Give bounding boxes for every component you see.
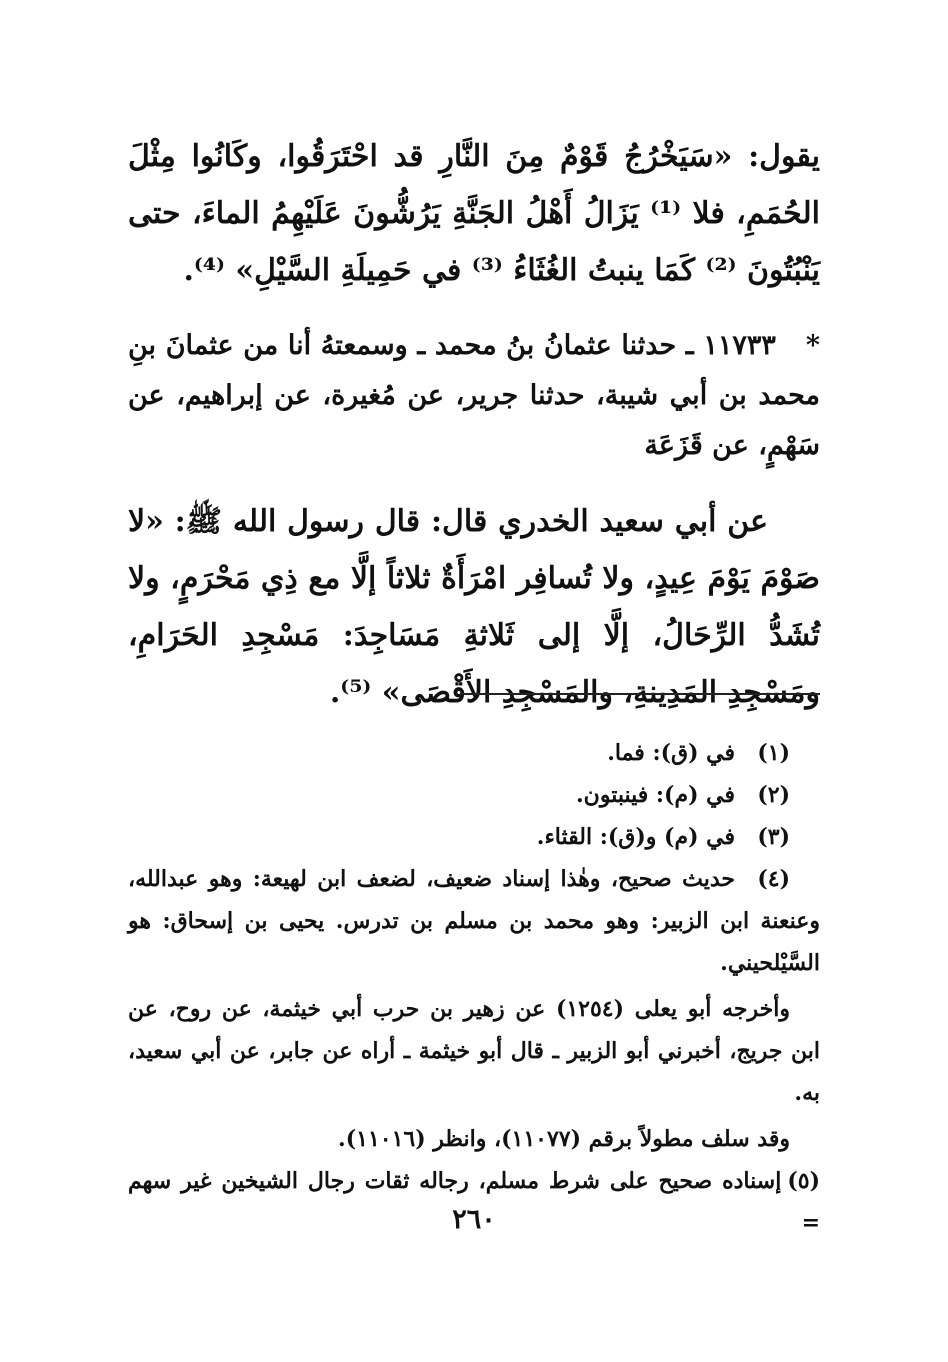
footnote-4-paragraph-3: وقد سلف مطولاً برقم (١١٠٧٧)، وانظر (١١٠١٦). [338,1126,790,1152]
footnotes [128,732,820,1244]
footnote-separator [460,693,820,695]
asterisk-marker: * [805,330,820,361]
paragraph-isnad [128,321,820,471]
isnad-text: ١١٧٣٣ ـ حدثنا عثمانُ بنُ محمد ـ وسمعتهُ أنا من عثمانَ بنِ محمد بن أبي شيبة، حدثنا جرير، عن مُغيرة، عن إبراهيم، عن سَهْمٍ، عن قَزَعَة [128,330,820,461]
page-number: ٢٦٠ [452,1204,496,1235]
paragraph-hadith-text-2: عن أبي سعيد الخدري قال: قال رسول الله ﷺ: «لا صَوْمَ يَوْمَ عِيدٍ، ولا تُسافِر امْرَأَةٌ ثلاثاً إلَّا مع ذِي مَحْرَمٍ، ولا تُشَدُّ الرِّحَالُ، إلَّا إلى ثَلاثةِ مَسَاجِدَ: مَسْجِدِ الحَرَامِ، ومَسْجِدِ المَدِينةِ، والمَسْجِدِ الأَقْصَى» ⁽⁵⁾. [128,504,820,710]
footnote-5-number: (٥) [787,1168,820,1194]
footnote-5-text: إسناده صحيح على شرط مسلم، رجاله ثقات رجال الشيخين غير سهم = [128,1168,820,1236]
footnote-3-number: (٣) [757,824,790,850]
footnote-2-number: (٢) [757,782,790,808]
footnote-2-text: في (م): فينبتون. [576,782,735,808]
main-text [128,128,820,721]
footnote-3-text: في (م) و(ق): القثاء. [536,824,735,850]
footnote-1-text: في (ق): فما. [607,740,735,766]
footnote-4-paragraph-2: وأخرجه أبو يعلى (١٢٥٤) عن زهير بن حرب أبي خيثمة، عن روح، عن ابن جريج، أخبرني أبو الزبير ـ قال أبو خيثمة ـ أراه عن جابر، عن أبي سعيد، به. [128,996,820,1106]
footnote-3 [128,816,820,858]
footnote-4-text: حديث صحيح، وهٰذا إسناد ضعيف، لضعف ابن لهيعة: وهو عبدالله، وعنعنة ابن الزبير: وهو محمد بن مسلم بن تدرس. يحيى بن إسحاق: هو السَّيْلحيني. [128,866,820,976]
paragraph-hadith-text-1: يقول: «سَيَخْرُجُ قَوْمٌ مِنَ النَّارِ قد احْتَرَقُوا، وكَانُوا مِثْلَ الحُمَمِ، فلا ⁽¹⁾ يَزَالُ أَهْلُ الجَنَّةِ يَرُشُّونَ عَلَيْهِمُ الماءَ، حتى يَنْبُتُونَ ⁽²⁾ كَمَا ينبتُ الغُثَاءُ ⁽³⁾ في حَمِيلَةِ السَّيْلِ» ⁽⁴⁾. [128,139,821,288]
footnote-1 [128,732,820,774]
footnote-2 [128,774,820,816]
footnote-4-number: (٤) [757,866,790,892]
footnote-1-number: (١) [757,740,790,766]
footnote-4 [128,858,820,984]
